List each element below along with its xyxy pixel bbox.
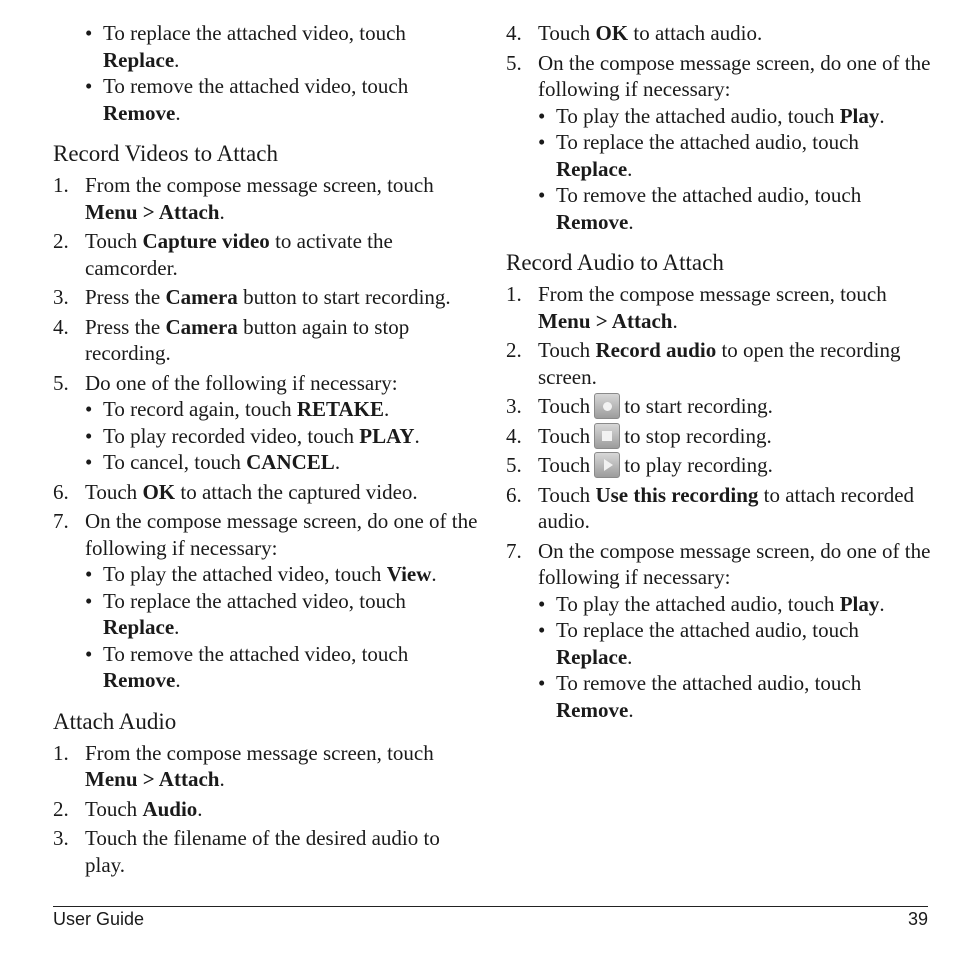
intro-bullet-list [53,20,478,126]
step-item: 2. Touch Audio. [53,796,203,821]
record-audio-steps [506,281,931,723]
list-item: • To remove the attached video, touch Remove. [85,74,409,125]
sub-bullet-list [538,103,931,236]
play-icon [594,452,620,478]
record-videos-steps [53,172,478,694]
list-item: • To record again, touch RETAKE. [85,397,390,421]
step-item: 6. Touch OK to attach the captured video. [53,479,418,504]
list-item: • To replace the attached video, touch Replace. [85,588,406,639]
step-item: 3. Touch to start recording. [506,394,773,418]
step-item: 1. From the compose message screen, touch Menu > Attach. [53,173,434,224]
step-item: 4. Press the Camera button again to stop recording. [53,314,410,365]
step-item: 2. Touch Capture video to activate the camcorder. [53,229,393,280]
list-item: • To play recorded video, touch PLAY. [85,423,420,448]
step-item: 7. On the compose message screen, do one of the following if necessary: • To play the attached audio, touch Play. • To replace the attached audio, touch Replace. • To remove the attached audio, touch Remove. [506,538,931,722]
step-item: 2. Touch Record audio to open the recording screen. [506,338,901,389]
sub-bullet-list [85,561,478,694]
footer-title: User Guide [53,909,145,929]
step-item: 5. On the compose message screen, do one of the following if necessary: • To play the attached audio, touch Play. • To replace the attached audio, touch Replace. • To remove the attached audio, touch Remove. [506,50,931,234]
list-item: • To cancel, touch CANCEL. [85,450,341,474]
step-item: 3. Press the Camera button to start recording. [53,285,451,309]
right-column [506,20,931,726]
step-item: 5. Do one of the following if necessary: • To record again, touch RETAKE. • To play recorded video, touch PLAY. • To cancel, touch CANCEL. [53,370,478,476]
list-item: • To replace the attached audio, touch Replace. [538,130,859,181]
list-item: • To remove the attached audio, touch Remove. [538,671,862,722]
step-item: 5. Touch to play recording. [506,453,773,477]
step-item: 7. On the compose message screen, do one of the following if necessary: • To play the attached video, touch View. • To replace the attached video, touch Replace. • To remove the attached video, touch Remove. [53,509,478,692]
list-item: • To play the attached audio, touch Play. [538,591,885,616]
list-item: • To play the attached audio, touch Play. [538,103,885,128]
list-item: • To play the attached video, touch View. [85,562,437,586]
section-heading-attach-audio: Attach Audio [53,708,177,734]
list-item: • To replace the attached audio, touch Replace. [538,618,859,669]
attach-audio-steps-continued [506,20,931,235]
attach-audio-steps [53,740,478,879]
step-item: 3. Touch the filename of the desired audio to play. [53,826,440,877]
step-item: 1. From the compose message screen, touch Menu > Attach. [53,740,434,791]
stop-icon [594,423,620,449]
list-item: • To remove the attached video, touch Remove. [85,641,409,692]
sub-bullet-list [538,591,931,724]
list-item: • To replace the attached video, touch Replace. [85,21,406,72]
record-icon [594,393,620,419]
step-item: 4. Touch OK to attach audio. [506,21,763,45]
section-heading-record-videos: Record Videos to Attach [53,141,278,166]
sub-bullet-list [85,396,478,476]
section-heading-record-audio: Record Audio to Attach [506,250,724,275]
step-item: 1. From the compose message screen, touch Menu > Attach. [506,282,887,333]
page-number: 39 [907,909,928,929]
list-item: • To remove the attached audio, touch Remove. [538,183,862,234]
step-item: 4. Touch to stop recording. [506,423,772,448]
page-footer [53,906,928,929]
left-column [53,20,478,881]
step-item: 6. Touch Use this recording to attach recorded audio. [506,482,915,533]
